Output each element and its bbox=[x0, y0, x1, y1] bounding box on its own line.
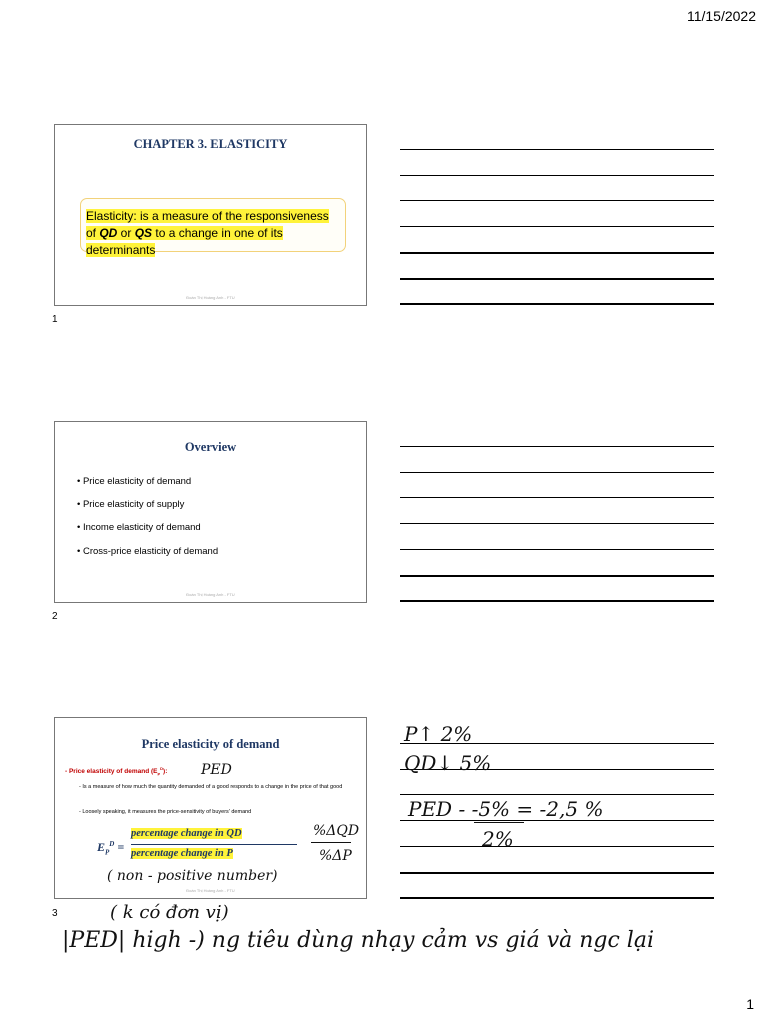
ped-bullet-text: - Price elasticity of demand (E bbox=[65, 768, 158, 776]
note-line bbox=[400, 872, 714, 874]
definition-box bbox=[80, 198, 346, 257]
note-line bbox=[400, 226, 714, 227]
ped-bullet: - Price elasticity of demand $(E_P^D)$: bbox=[65, 766, 168, 777]
formula-numerator: percentage change in QD bbox=[131, 828, 242, 839]
page-number: 1 bbox=[746, 996, 754, 1012]
definition-text bbox=[86, 208, 342, 259]
handwritten-denominator: %ΔP bbox=[319, 848, 352, 864]
handwritten-non-positive: ( non - positive number) bbox=[107, 868, 278, 884]
slide-number: 1 bbox=[52, 314, 58, 325]
handwritten-calc-bar bbox=[474, 822, 524, 823]
handwritten-fraction-bar bbox=[311, 842, 351, 843]
note-line bbox=[400, 497, 714, 498]
definition-or: or bbox=[117, 226, 135, 240]
slide-number: 3 bbox=[52, 908, 58, 919]
slide-footer: Đoàn Thị Hoàng Anh - FTU bbox=[186, 888, 235, 893]
slide-2-title: Overview bbox=[184, 440, 237, 454]
note-line bbox=[400, 278, 714, 280]
slide-2 bbox=[54, 421, 367, 603]
note-line bbox=[400, 303, 714, 305]
ped-sub-bullet: - Loosely speaking, it measures the price-sensitivity of buyers' demand bbox=[79, 809, 252, 815]
note-line bbox=[400, 446, 714, 447]
note-line bbox=[400, 575, 714, 577]
note-line bbox=[400, 472, 714, 473]
note-line bbox=[400, 794, 714, 795]
note-line bbox=[400, 846, 714, 847]
slide-3-title: Price elasticity of demand bbox=[141, 737, 280, 751]
overview-item: • Price elasticity of supply bbox=[77, 499, 185, 510]
overview-item: • Income elasticity of demand bbox=[77, 522, 201, 533]
formula-lhs: E bbox=[97, 840, 106, 854]
header-date: 11/15/2022 bbox=[686, 8, 756, 24]
overview-item: • Cross-price elasticity of demand bbox=[77, 546, 219, 557]
slide-footer: Đoàn Thị Hoàng Anh - FTU bbox=[186, 295, 235, 300]
ped-bullet-end: ): bbox=[163, 768, 168, 776]
note-line bbox=[400, 175, 714, 176]
handwritten-calc-denominator: 2% bbox=[482, 827, 514, 851]
definition-lead: Elasticity: is a measure of the responsiveness of bbox=[86, 209, 329, 240]
definition-tail: to a change in one of its determinants bbox=[86, 226, 283, 257]
handwritten-numerator: %ΔQD bbox=[313, 823, 360, 839]
slide-1 bbox=[54, 124, 367, 306]
handwritten-p-up: P↑ 2% bbox=[404, 722, 473, 746]
note-line bbox=[400, 200, 714, 201]
qs-symbol: QS bbox=[134, 226, 153, 240]
note-line bbox=[400, 549, 714, 550]
ped-sub-bullet: - Is a measure of how much the quantity demanded of a good responds to a change in the price of that good bbox=[79, 784, 343, 790]
qd-symbol: QD bbox=[99, 226, 118, 240]
handwritten-sensitivity: |PED| high -) ng tiêu dùng nhạy cảm vs giá và ngc lại bbox=[62, 928, 654, 953]
note-line bbox=[400, 600, 714, 602]
note-line bbox=[400, 523, 714, 524]
handwritten-qd-down: QD↓ 5% bbox=[404, 751, 492, 775]
slide-number: 2 bbox=[52, 611, 58, 622]
slide-1-title: CHAPTER 3. ELASTICITY bbox=[133, 137, 288, 151]
handwritten-ped-calc: PED - -5% = -2,5 % bbox=[408, 797, 604, 821]
note-line bbox=[400, 149, 714, 150]
formula-denominator: percentage change in P bbox=[131, 848, 233, 859]
note-line bbox=[400, 252, 714, 254]
handwritten-unitless: ( k có đơn vị) bbox=[110, 902, 229, 923]
overview-item: • Price elasticity of demand bbox=[77, 476, 192, 487]
slide-footer: Đoàn Thị Hoàng Anh - FTU bbox=[186, 592, 235, 597]
slide-3: Price elasticity of demand - Price elasticity of demand $(E_P^D)$: PED - Is a measure of how much the quantity demanded of a good responds to a change in the price of that good - Loosely speaking, it measures the price-sensitivity of buyers' demand $E_P^D$ = percentage change in QD percentage change in P %ΔQD %ΔP ( non - positive number) Đoàn Thị Hoàng Anh - FTU bbox=[54, 717, 367, 899]
handwritten-ped-label: PED bbox=[201, 762, 232, 778]
note-line bbox=[400, 897, 714, 899]
